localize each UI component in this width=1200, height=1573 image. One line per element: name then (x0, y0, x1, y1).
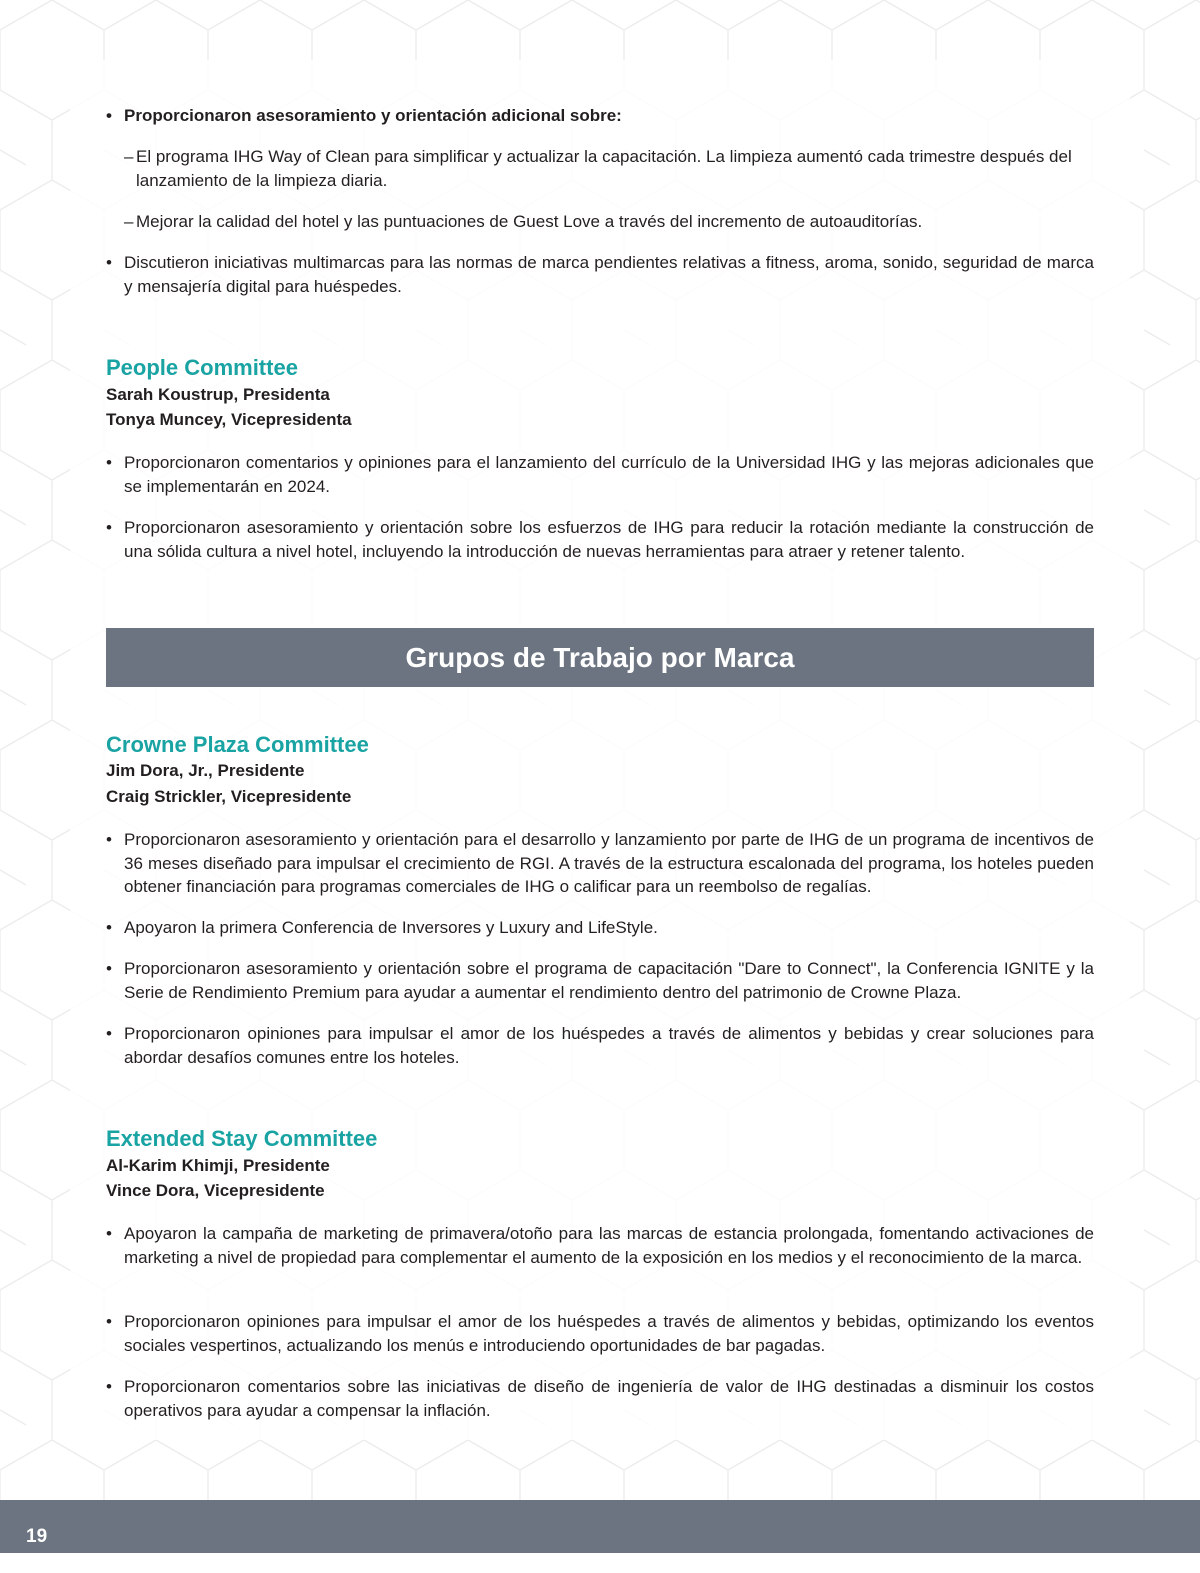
crowne-bullet-1: • Proporcionaron asesoramiento y orientación para el desarrollo y lanzamiento por parte de IHG de un programa de incentivos de 36 meses diseñado para impulsar el crecimiento de RGI. A través de la estructura escalonada del programa, los hoteles pueden obtener financiación para programas comerciales de IHG o calificar para un reembolso de regalías. (106, 828, 1094, 899)
intro-sub-way-of-clean: – El programa IHG Way of Clean para simplificar y actualizar la capacitación. La limpieza aumentó cada trimestre después del lanzamiento de la limpieza diaria. (124, 145, 1094, 192)
crowne-bullet-4: • Proporcionaron opiniones para impulsar el amor de los huéspedes a través de alimentos y bebidas y crear soluciones para abordar desafíos comunes entre los hoteles. (106, 1022, 1094, 1069)
crowne-bullet-2: • Apoyaron la primera Conferencia de Inversores y Luxury and LifeStyle. (106, 916, 1094, 940)
crowne-plaza-committee-title: Crowne Plaza Committee (106, 732, 369, 757)
crowne-plaza-vice-chair: Craig Strickler, Vicepresidente (106, 787, 352, 806)
extended-stay-vice-chair: Vince Dora, Vicepresidente (106, 1181, 325, 1200)
people-bullet-1: • Proporcionaron comentarios y opiniones para el lanzamiento del currículo de la Universidad IHG y las mejoras adicionales que se implementarán en 2024. (106, 451, 1094, 498)
people-committee-vice-chair: Tonya Muncey, Vicepresidenta (106, 410, 352, 429)
people-bullet-2: • Proporcionaron asesoramiento y orientación sobre los esfuerzos de IHG para reducir la rotación mediante la construcción de una sólida cultura a nivel hotel, incluyendo la introducción de nuevas herramientas para atraer y retener talento. (106, 516, 1094, 563)
extended-stay-chair: Al-Karim Khimji, Presidente (106, 1156, 330, 1175)
crowne-plaza-chair: Jim Dora, Jr., Presidente (106, 761, 305, 780)
page-number: 19 (26, 1526, 48, 1547)
people-committee-chair: Sarah Koustrup, Presidenta (106, 385, 330, 404)
page-footer-bar (0, 1500, 1200, 1553)
intro-bullet-advisory: • Proporcionaron asesoramiento y orientación adicional sobre: (106, 104, 1094, 128)
crowne-bullet-3: • Proporcionaron asesoramiento y orientación sobre el programa de capacitación "Dare to Connect", la Conferencia IGNITE y la Serie de Rendimiento Premium para ayudar a aumentar el rendimiento dentro del patrimonio de Crowne Plaza. (106, 957, 1094, 1004)
people-committee-title: People Committee (106, 355, 298, 380)
extended-bullet-3: • Proporcionaron comentarios sobre las iniciativas de diseño de ingeniería de valor de IHG destinadas a disminuir los costos operativos para ayudar a compensar la inflación. (106, 1375, 1094, 1422)
intro-sub-guest-love: – Mejorar la calidad del hotel y las puntuaciones de Guest Love a través del incremento de autoauditorías. (124, 210, 1094, 234)
extended-bullet-2: • Proporcionaron opiniones para impulsar el amor de los huéspedes a través de alimentos y bebidas, optimizando los eventos sociales vespertinos, actualizando los menús e introduciendo oportunidades de bar pagadas. (106, 1310, 1094, 1357)
extended-stay-committee-title: Extended Stay Committee (106, 1126, 378, 1151)
intro-bullet-multibrand: • Discutieron iniciativas multimarcas para las normas de marca pendientes relativas a fitness, aroma, sonido, seguridad de marca y mensajería digital para huéspedes. (106, 251, 1094, 298)
extended-bullet-1: • Apoyaron la campaña de marketing de primavera/otoño para las marcas de estancia prolongada, fomentando activaciones de marketing a nivel de propiedad para complementar el aumento de la exposición en los medios y el reconocimiento de la marca. (106, 1222, 1094, 1269)
section-header-band: Grupos de Trabajo por Marca (106, 628, 1094, 687)
